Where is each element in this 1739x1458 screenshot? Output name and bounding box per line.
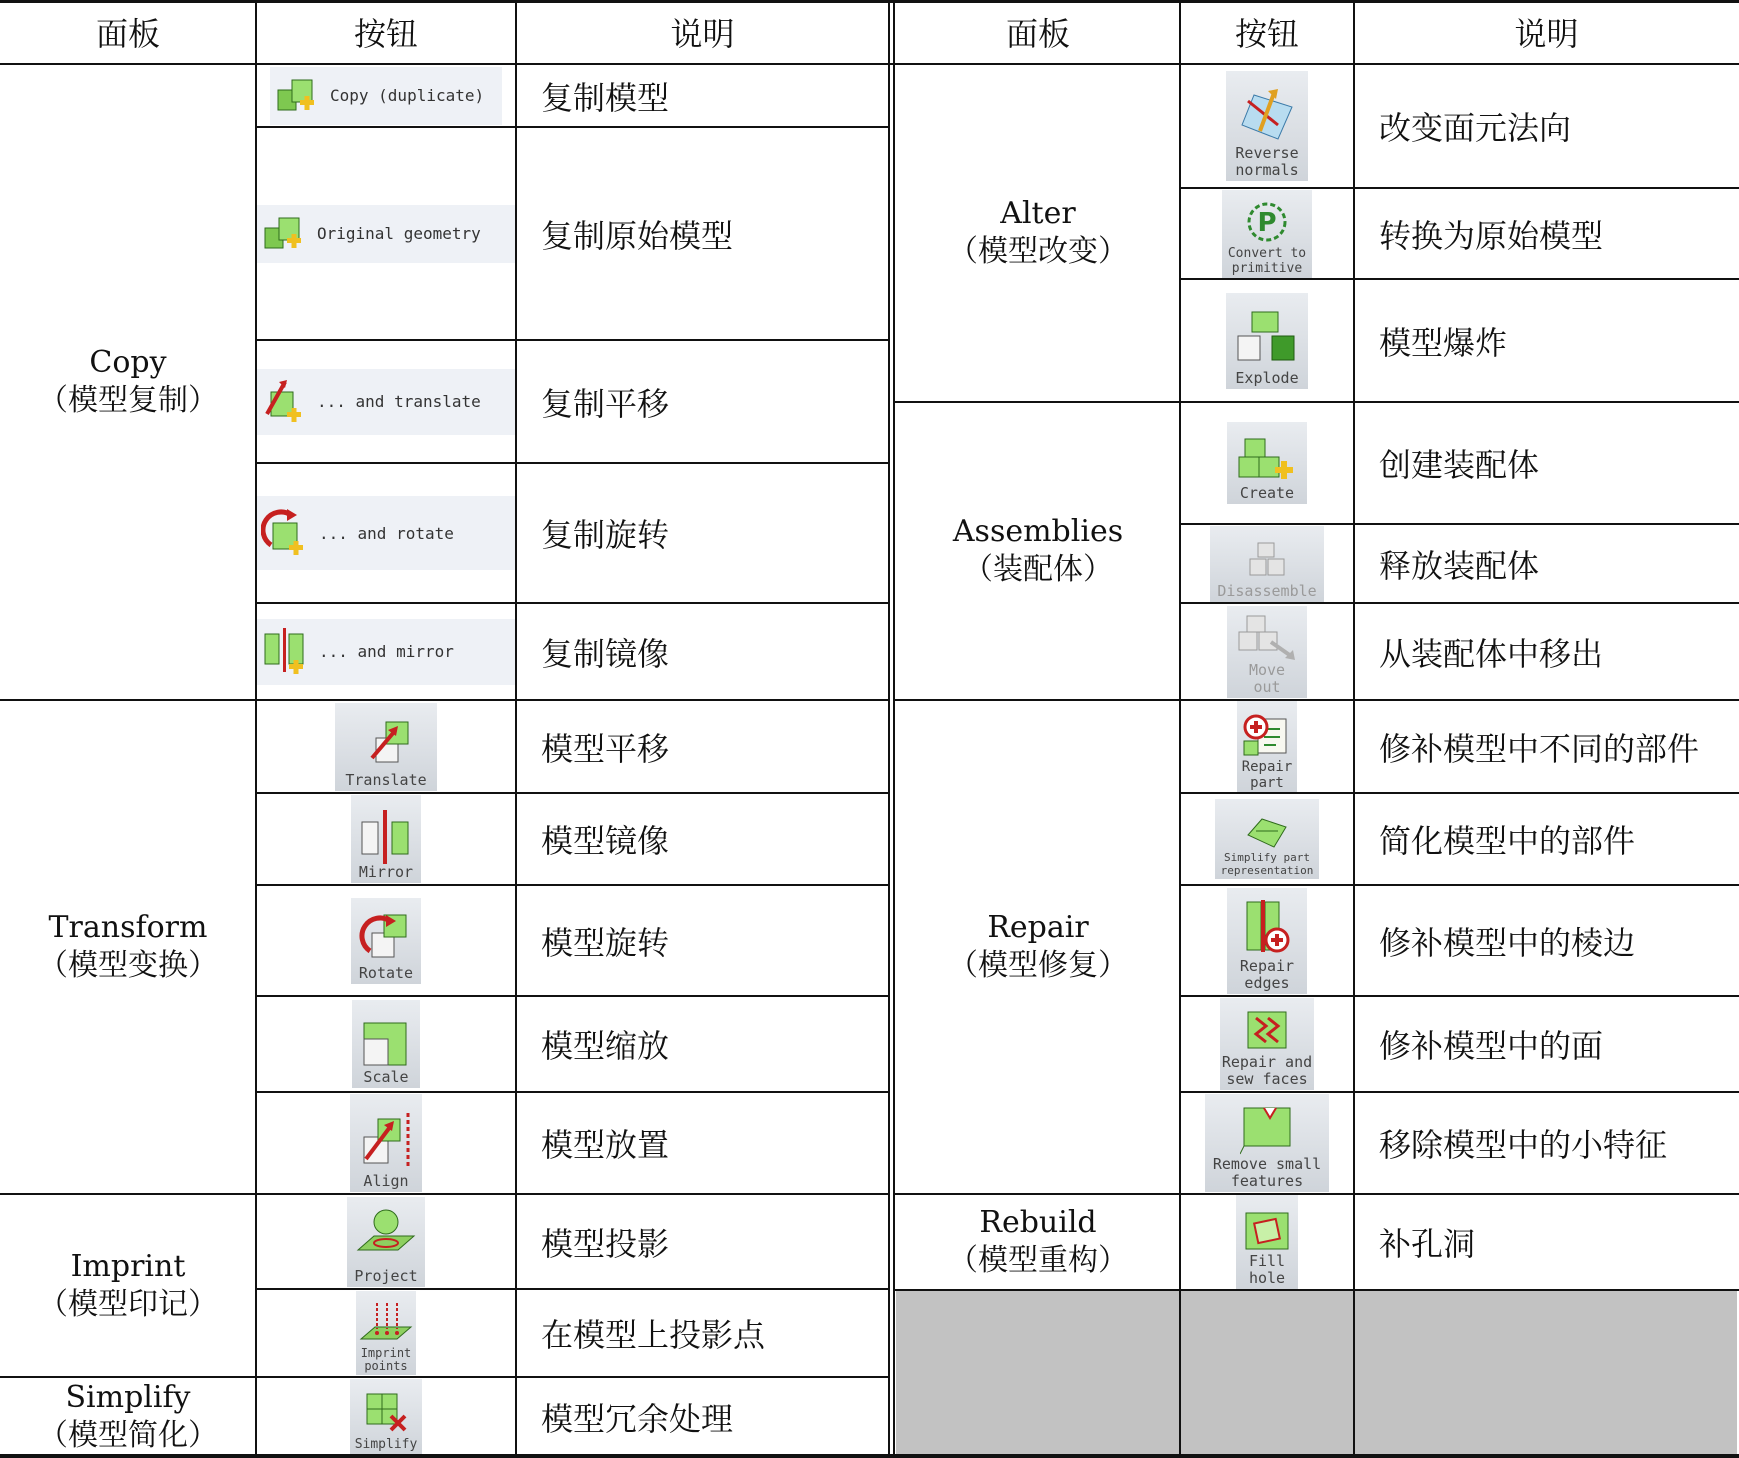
scale-button[interactable] <box>352 1000 420 1088</box>
header-panel: 面板 <box>95 15 160 53</box>
imprint-points-icon <box>359 1299 413 1347</box>
repair-edges-button[interactable] <box>1227 888 1307 994</box>
table-row-button-cell <box>256 603 516 700</box>
table-row-button-cell <box>256 1194 516 1289</box>
button-label: Move out <box>1248 660 1286 696</box>
explode-button[interactable] <box>1226 293 1308 389</box>
button-label: Fill hole <box>1248 1252 1286 1287</box>
row-description: 从装配体中移出 <box>1379 634 1604 673</box>
row-description: 复制原始模型 <box>541 216 734 255</box>
header-button: 按钮 <box>1234 15 1299 53</box>
button-label: ... and rotate <box>319 523 454 543</box>
row-description: 复制平移 <box>541 384 670 423</box>
copy-duplicate-button[interactable] <box>270 67 502 125</box>
table-row-button-cell <box>1180 996 1354 1092</box>
button-label: Reverse normals <box>1235 144 1299 179</box>
row-description: 释放装配体 <box>1379 546 1540 585</box>
row-description: 模型投影 <box>541 1224 670 1263</box>
panel-name-cn: （装配体） <box>963 552 1113 587</box>
table-row-button-cell <box>256 1377 516 1456</box>
mirror-icon <box>358 808 414 864</box>
table-row-button-cell <box>256 885 516 996</box>
align-icon <box>356 1109 416 1173</box>
panel-name: Repair <box>987 910 1089 945</box>
disassemble-button[interactable] <box>1210 526 1324 602</box>
copy-translate-button[interactable] <box>257 369 515 435</box>
button-label: Scale <box>363 1068 409 1086</box>
align-button[interactable] <box>350 1094 422 1192</box>
panel-rebuild <box>896 1194 1180 1290</box>
repair-sew-faces-icon <box>1242 1006 1292 1054</box>
panel-name-cn: （模型印记） <box>38 1286 218 1322</box>
table-row-button-cell <box>1180 188 1354 279</box>
panel-name: Alter <box>1000 196 1076 231</box>
row-description: 模型镜像 <box>541 822 670 860</box>
row-description: 在模型上投影点 <box>541 1316 766 1354</box>
button-label: Create <box>1239 484 1295 502</box>
button-label: Copy (duplicate) <box>330 86 485 105</box>
row-description: 创建装配体 <box>1379 446 1540 484</box>
simplify-part-button[interactable] <box>1215 799 1319 879</box>
panel-repair <box>896 700 1180 1194</box>
button-label: ... and translate <box>317 392 481 411</box>
simplify-button[interactable] <box>350 1379 422 1455</box>
panel-copy <box>0 64 256 700</box>
panel-name: Assemblies <box>952 514 1124 549</box>
convert-primitive-icon <box>1243 200 1291 246</box>
button-label: Explode <box>1235 368 1299 387</box>
row-description: 模型冗余处理 <box>541 1399 734 1438</box>
row-description: 修补模型中不同的部件 <box>1379 729 1700 768</box>
disassemble-icon <box>1242 539 1292 583</box>
create-assembly-button[interactable] <box>1227 422 1307 504</box>
table-row-button-cell <box>256 793 516 885</box>
copy-mirror-button[interactable] <box>257 619 515 685</box>
repair-edges-icon <box>1239 898 1295 958</box>
table-row-button-cell <box>1180 64 1354 188</box>
panel-transform <box>0 700 256 1194</box>
project-icon <box>354 1206 418 1268</box>
row-description: 模型缩放 <box>541 1027 670 1065</box>
table-row-button-cell <box>256 127 516 340</box>
panel-name-cn: （模型复制） <box>38 383 218 418</box>
button-label: Simplify <box>354 1436 418 1452</box>
button-label: Original geometry <box>317 224 481 243</box>
table-row-button-cell <box>1180 524 1354 603</box>
table-row-button-cell <box>256 463 516 603</box>
simplify-part-icon <box>1242 813 1292 851</box>
scale-icon <box>358 1013 414 1069</box>
button-label: Repair edges <box>1239 956 1295 992</box>
explode-icon <box>1234 308 1300 370</box>
table-row-button-cell <box>1180 279 1354 402</box>
table-row-button-cell <box>256 64 516 127</box>
panel-name: Transform <box>48 910 208 945</box>
panel-name-cn: （模型重构） <box>948 1243 1128 1278</box>
rotate-icon <box>358 909 414 965</box>
original-geometry-button[interactable] <box>257 205 515 263</box>
empty-cell <box>896 1290 1737 1456</box>
copy-duplicate-icon <box>274 72 324 120</box>
row-description: 改变面元法向 <box>1379 109 1572 147</box>
repair-sew-faces-button[interactable] <box>1220 998 1314 1090</box>
copy-rotate-button[interactable] <box>257 496 515 570</box>
panel-name-cn: （模型变换） <box>38 948 218 983</box>
header-panel: 面板 <box>1005 15 1070 53</box>
fill-hole-button[interactable] <box>1236 1195 1298 1289</box>
table-row-button-cell <box>256 996 516 1092</box>
panel-assemblies <box>896 402 1180 700</box>
table-row-button-cell <box>1180 1194 1354 1290</box>
row-description: 补孔洞 <box>1379 1225 1476 1263</box>
panel-name-cn: （模型改变） <box>948 234 1128 269</box>
imprint-points-button[interactable] <box>356 1291 416 1375</box>
panel-imprint <box>0 1194 256 1377</box>
button-label: Mirror <box>358 863 414 881</box>
panel-name-cn: （模型简化） <box>38 1417 218 1453</box>
translate-icon <box>356 716 416 772</box>
copy-rotate-icon <box>261 505 313 561</box>
remove-small-features-button[interactable] <box>1205 1094 1329 1192</box>
row-description: 模型爆炸 <box>1379 323 1508 362</box>
table-row-button-cell <box>256 1289 516 1377</box>
table-row-button-cell <box>1180 885 1354 996</box>
move-out-button[interactable] <box>1227 606 1307 698</box>
table-row-button-cell <box>1180 603 1354 700</box>
copy-mirror-icon <box>261 624 313 680</box>
row-description: 移除模型中的小特征 <box>1379 1126 1668 1164</box>
table-row-button-cell <box>1180 700 1354 793</box>
create-assembly-icon <box>1235 433 1299 485</box>
header-button: 按钮 <box>353 15 418 53</box>
panel-name: Simplify <box>65 1379 191 1415</box>
table-row-button-cell <box>256 1092 516 1194</box>
move-out-icon <box>1235 612 1299 662</box>
row-description: 修补模型中的棱边 <box>1379 923 1636 962</box>
row-description: 修补模型中的面 <box>1379 1027 1604 1065</box>
header-description: 说明 <box>1514 15 1579 53</box>
button-label: Project <box>354 1266 418 1285</box>
repair-part-button[interactable] <box>1237 701 1297 793</box>
copy-translate-icon <box>261 376 311 428</box>
row-description: 模型平移 <box>541 729 670 768</box>
svg-text:P: P <box>1257 207 1277 238</box>
button-label: Simplify part representation <box>1220 851 1314 877</box>
simplify-icon <box>359 1386 413 1436</box>
button-label: Align <box>363 1172 409 1190</box>
table-row-button-cell <box>256 700 516 793</box>
table-row-button-cell <box>1180 1092 1354 1194</box>
panel-simplify <box>0 1377 256 1456</box>
panel-alter <box>896 64 1180 402</box>
project-button[interactable] <box>347 1197 425 1287</box>
panel-name: Copy <box>89 345 167 380</box>
repair-part-icon <box>1240 711 1294 759</box>
reverse-normals-icon <box>1234 85 1300 145</box>
button-label: Convert to primitive <box>1227 245 1307 276</box>
row-description: 复制镜像 <box>541 634 670 673</box>
button-label: ... and mirror <box>319 642 454 661</box>
mirror-button[interactable] <box>351 795 421 883</box>
row-description: 模型放置 <box>541 1126 670 1164</box>
button-label: Translate <box>345 770 427 789</box>
remove-small-features-icon <box>1240 1106 1294 1156</box>
original-geometry-icon <box>261 210 311 258</box>
rotate-button[interactable] <box>351 898 421 984</box>
translate-button[interactable] <box>335 703 437 791</box>
button-label: Remove small features <box>1212 1155 1322 1190</box>
button-label: Repair part <box>1241 758 1293 791</box>
convert-primitive-button[interactable] <box>1222 190 1312 278</box>
button-label: Rotate <box>358 963 414 982</box>
fill-hole-icon <box>1242 1209 1292 1253</box>
row-description: 复制旋转 <box>541 516 670 554</box>
row-description: 模型旋转 <box>541 923 670 962</box>
table-row-button-cell <box>1180 793 1354 885</box>
button-label: Disassemble <box>1217 581 1317 600</box>
panel-name: Rebuild <box>979 1205 1097 1240</box>
panel-name: Imprint <box>70 1248 186 1284</box>
row-description: 转换为原始模型 <box>1379 216 1604 255</box>
row-description: 简化模型中的部件 <box>1379 822 1636 860</box>
table-row-button-cell <box>256 340 516 463</box>
button-label: Imprint points <box>360 1346 412 1373</box>
table-row-button-cell <box>1180 402 1354 524</box>
button-label: Repair and sew faces <box>1221 1053 1313 1088</box>
panel-name-cn: （模型修复） <box>948 948 1128 983</box>
row-description: 复制模型 <box>541 78 670 117</box>
reverse-normals-button[interactable] <box>1226 71 1308 181</box>
header-description: 说明 <box>670 15 735 53</box>
